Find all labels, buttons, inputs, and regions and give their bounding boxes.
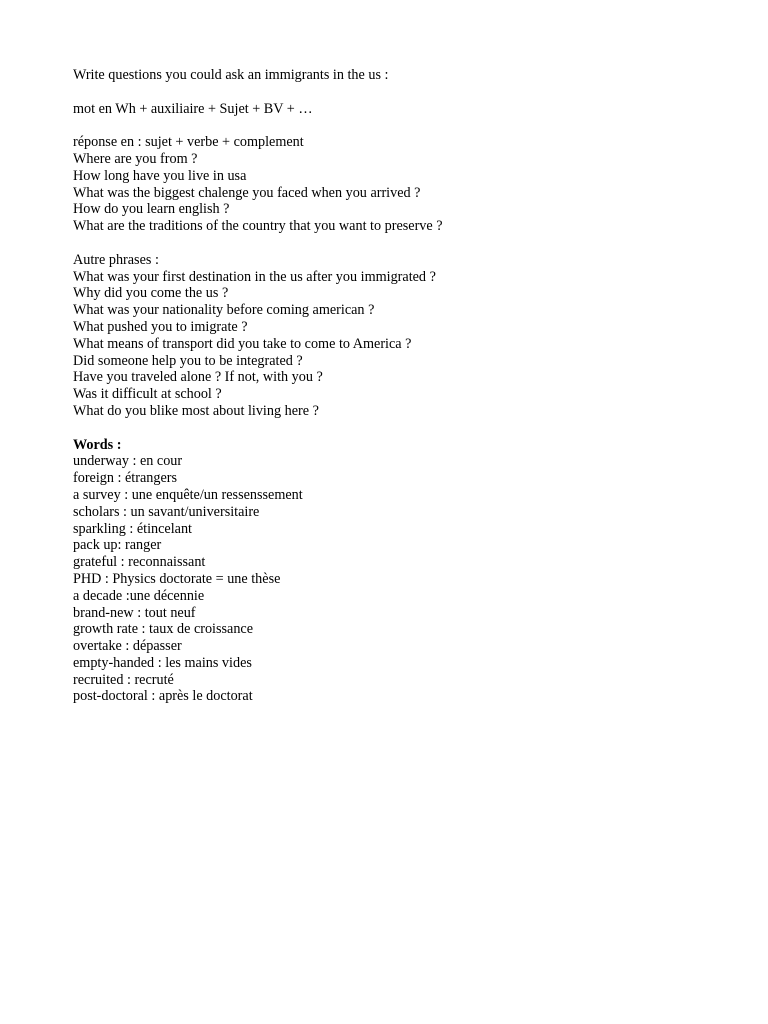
answer-rule-line: réponse en : sujet + verbe + complement	[73, 134, 304, 151]
other-phrases-list	[73, 269, 728, 420]
other-phrase-item: What pushed you to imigrate ?	[73, 318, 248, 335]
other-phrase-item: What do you blike most about living here ?	[73, 402, 319, 419]
spacer	[73, 84, 728, 101]
other-phrase-item: What was your first destination in the us after you immigrated ?	[73, 268, 436, 285]
other-phrase-item: Was it difficult at school ?	[73, 386, 222, 403]
vocabulary-item: a survey : une enquête/un ressenssement	[73, 486, 303, 503]
intro-line: Write questions you could ask an immigrants in the us :	[73, 67, 389, 83]
other-phrase-item: What was your nationality before coming american ?	[73, 302, 375, 319]
question-item: How long have you live in usa	[73, 167, 247, 184]
vocabulary-item: post-doctoral : après le doctorat	[73, 688, 253, 705]
formula-line: mot en Wh + auxiliaire + Sujet + BV + …	[73, 100, 313, 117]
question-item: What are the traditions of the country that you want to preserve ?	[73, 218, 443, 235]
vocabulary-item: recruited : recruté	[73, 671, 174, 688]
spacer	[73, 420, 728, 437]
spacer	[73, 117, 728, 134]
vocabulary-item: brand-new : tout neuf	[73, 604, 196, 621]
question-item: What was the biggest chalenge you faced when you arrived ?	[73, 184, 421, 201]
words-heading: Words :	[73, 436, 122, 453]
other-phrase-item: What means of transport did you take to come to America ?	[73, 335, 412, 352]
question-item: How do you learn english ?	[73, 201, 230, 218]
vocabulary-item: grateful : reconnaissant	[73, 554, 206, 571]
questions-list	[73, 151, 728, 235]
vocabulary-item: foreign : étrangers	[73, 470, 177, 487]
vocabulary-item: growth rate : taux de croissance	[73, 621, 254, 638]
other-phrase-item: Why did you come the us ?	[73, 285, 229, 302]
spacer	[73, 235, 728, 252]
other-phrase-item: Have you traveled alone ? If not, with you ?	[73, 369, 323, 386]
vocabulary-item: a decade :une décennie	[73, 587, 205, 604]
vocabulary-item: PHD : Physics doctorate = une thèse	[73, 570, 281, 587]
vocabulary-item: empty-handed : les mains vides	[73, 654, 252, 671]
vocabulary-item: sparkling : étincelant	[73, 520, 192, 537]
vocabulary-list	[73, 453, 728, 705]
vocabulary-item: overtake : dépasser	[73, 638, 182, 655]
vocabulary-item: pack up: ranger	[73, 537, 162, 554]
vocabulary-item: underway : en cour	[73, 453, 183, 470]
vocabulary-item: scholars : un savant/universitaire	[73, 503, 260, 520]
other-phrases-heading: Autre phrases :	[73, 251, 159, 268]
question-item: Where are you from ?	[73, 150, 198, 167]
other-phrase-item: Did someone help you to be integrated ?	[73, 352, 303, 369]
